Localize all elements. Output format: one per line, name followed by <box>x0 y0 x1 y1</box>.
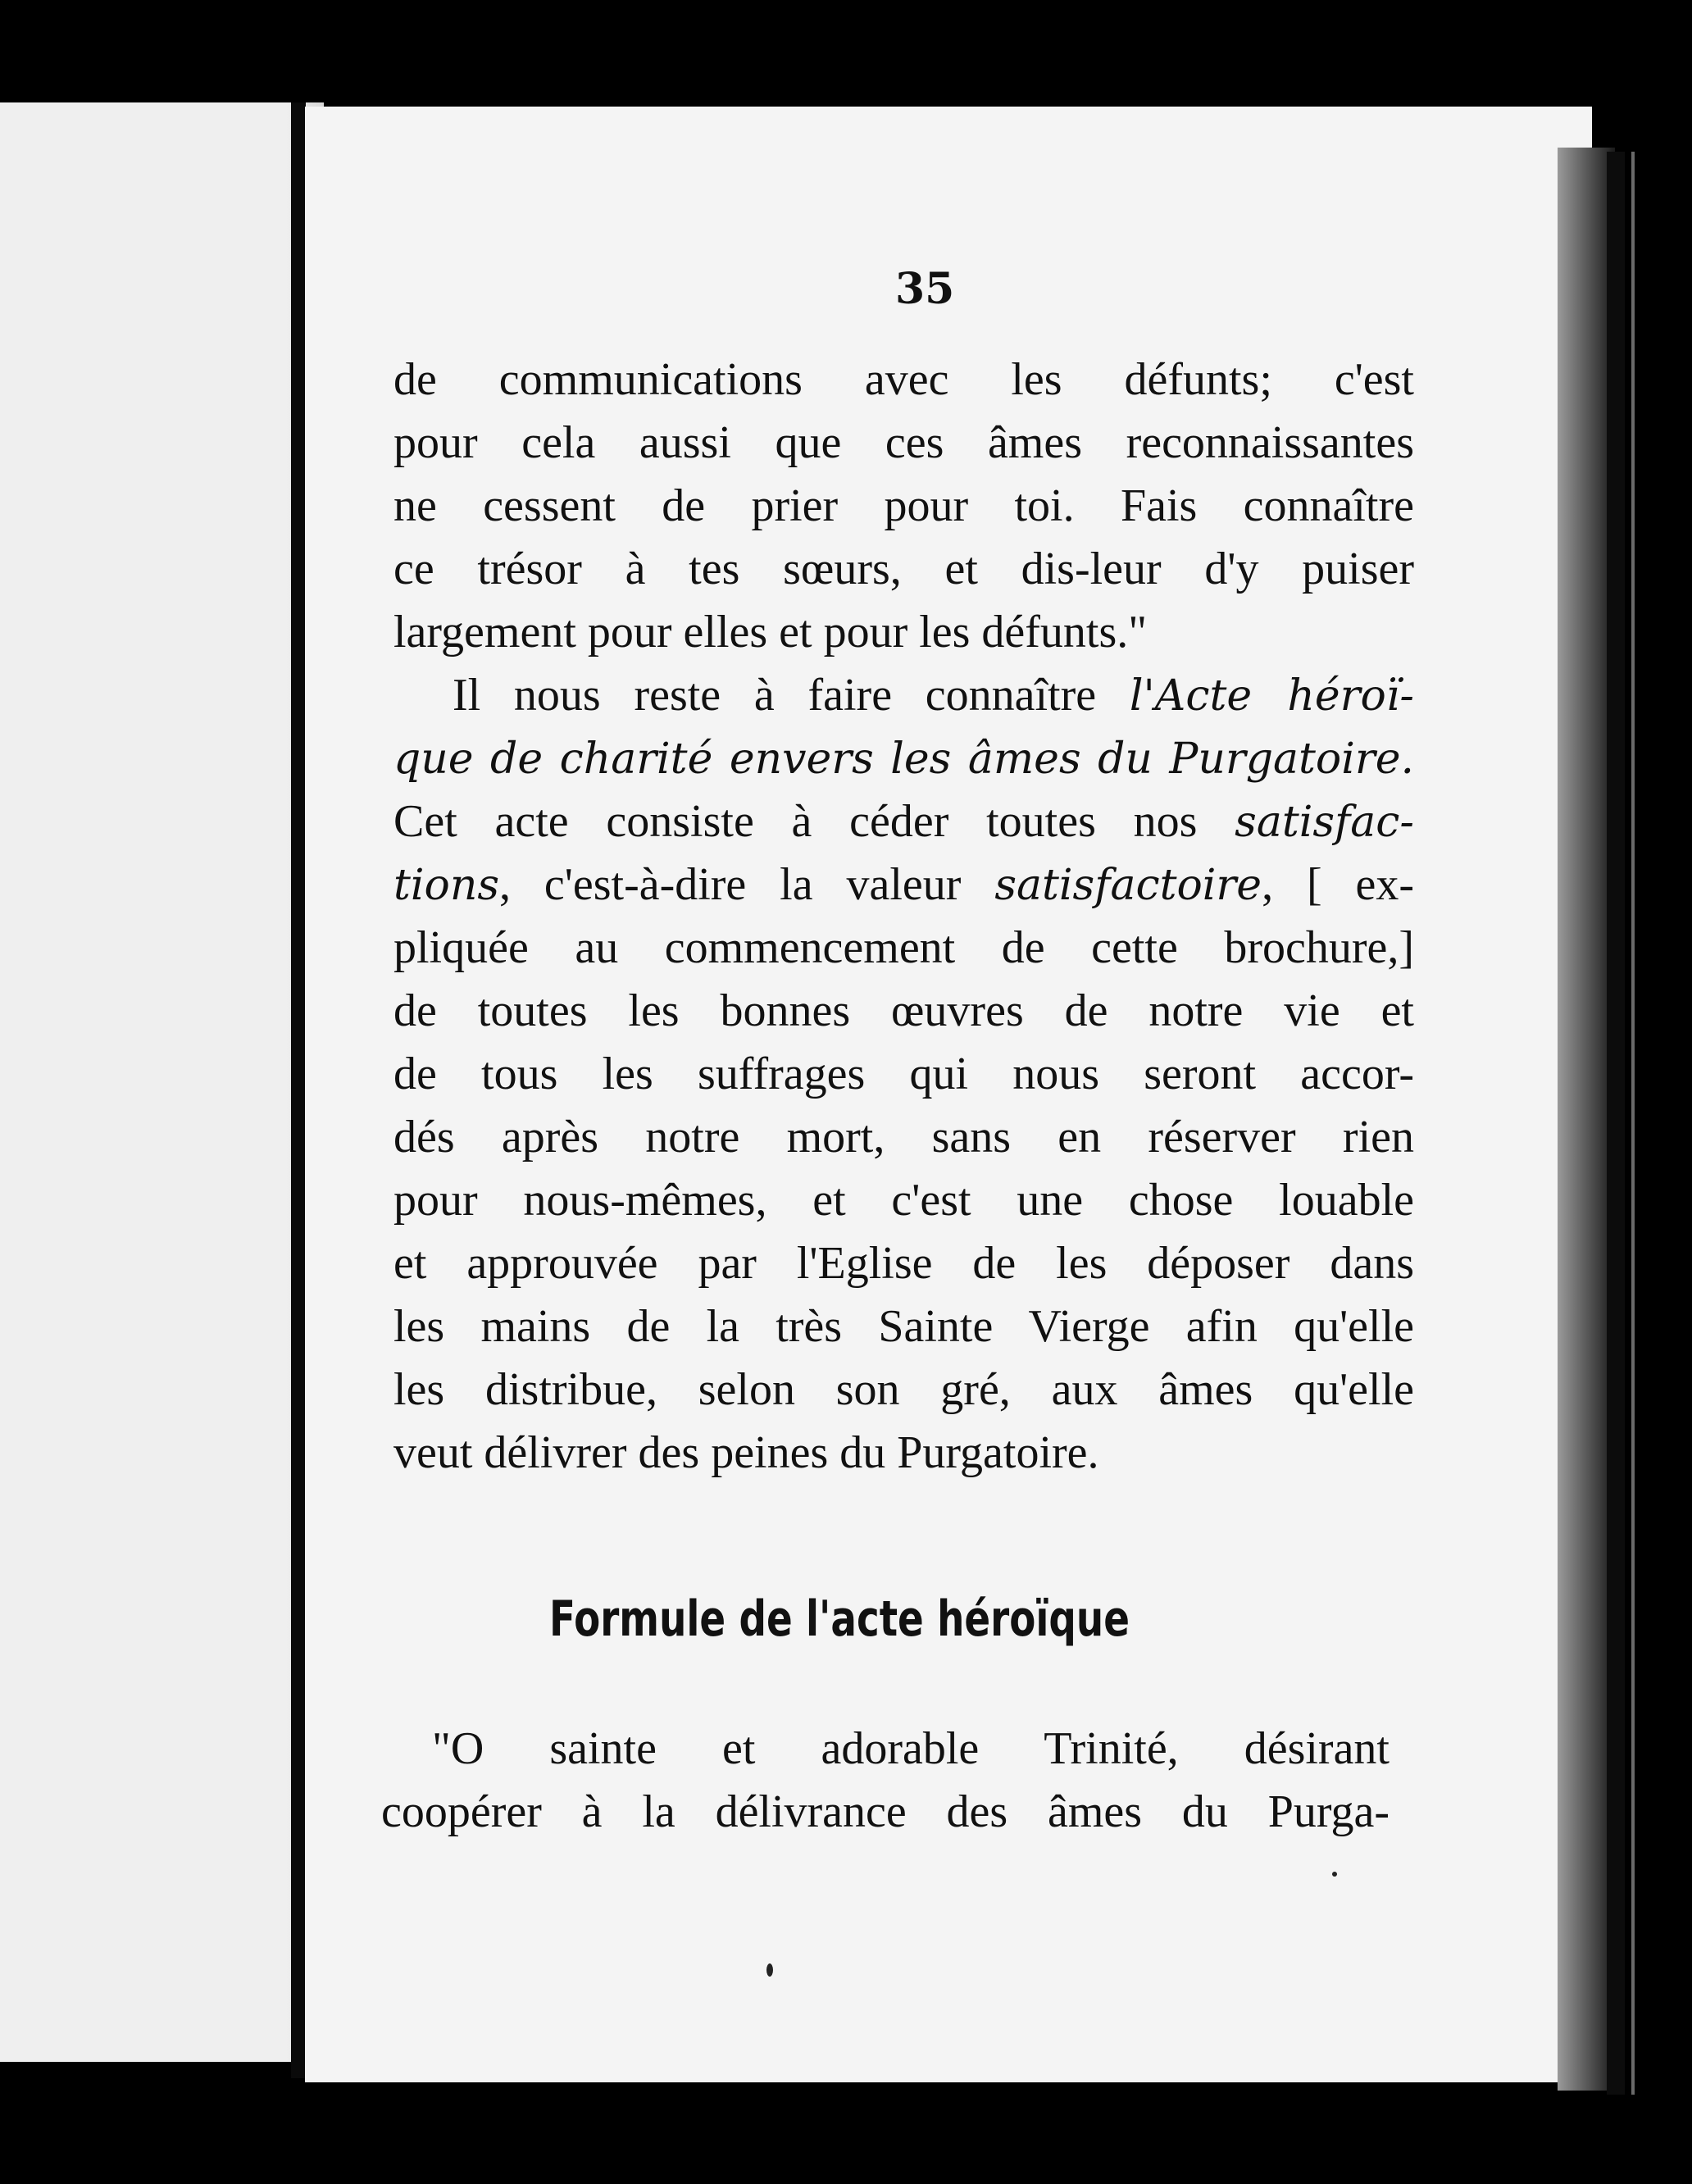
text-line <box>393 727 1414 790</box>
body-text <box>393 348 1414 1485</box>
ink-speck <box>766 1963 773 1977</box>
text-line: les distribue, selon son gré, aux âmes qu'elle <box>393 1364 1414 1415</box>
italic-run: l'Acte héroï- <box>1129 671 1415 721</box>
text-run: Cet acte consiste à céder toutes nos <box>393 796 1235 847</box>
text-line: pliquée au commencement de cette brochure,] <box>393 922 1414 973</box>
italic-run: tions <box>393 861 500 910</box>
formula-text <box>381 1718 1390 1844</box>
text-line: coopérer à la délivrance des âmes du Purga- <box>381 1786 1390 1837</box>
ink-speck <box>1332 1872 1337 1877</box>
text-line: ce trésor à tes sœurs, et dis-leur d'y puiser <box>393 544 1414 594</box>
text-line: et approuvée par l'Eglise de les déposer dans <box>393 1238 1414 1289</box>
text-line <box>393 853 1414 917</box>
page-edge-line <box>1631 152 1635 2095</box>
italic-run: satisfac- <box>1235 798 1414 847</box>
text-line: de communications avec les défunts; c'est <box>393 354 1414 405</box>
text-line: "O sainte et adorable Trinité, désirant <box>432 1723 1390 1774</box>
italic-run: que de charité envers les âmes du Purgatoire. <box>393 735 1414 784</box>
text-line: de toutes les bonnes œuvres de notre vie et <box>393 985 1414 1036</box>
page-edge <box>1607 152 1625 2095</box>
text-line: pour nous-mêmes, et c'est une chose louable <box>393 1175 1414 1226</box>
page-number: 35 <box>895 264 955 314</box>
section-heading: Formule de l'acte héroïque <box>549 1590 1130 1648</box>
text-line: de tous les suffrages qui nous seront accor- <box>393 1049 1414 1099</box>
text-line: largement pour elles et pour les défunts." <box>393 607 1148 657</box>
text-line <box>393 790 1414 853</box>
text-run: Il nous reste à faire connaître <box>453 670 1130 721</box>
text-line <box>393 664 1414 727</box>
book-gutter <box>291 102 306 2078</box>
left-page <box>0 102 324 2062</box>
text-line: pour cela aussi que ces âmes reconnaissantes <box>393 417 1414 468</box>
text-run: , c'est-à-dire la valeur <box>499 859 995 910</box>
text-run: , [ ex- <box>1262 859 1415 910</box>
text-line: ne cessent de prier pour toi. Fais connaître <box>393 480 1414 531</box>
text-line: veut délivrer des peines du Purgatoire. <box>393 1427 1099 1478</box>
text-line: dés après notre mort, sans en réserver rien <box>393 1112 1414 1163</box>
text-line: les mains de la très Sainte Vierge afin qu'elle <box>393 1301 1414 1352</box>
italic-run: satisfactoire <box>994 861 1262 910</box>
